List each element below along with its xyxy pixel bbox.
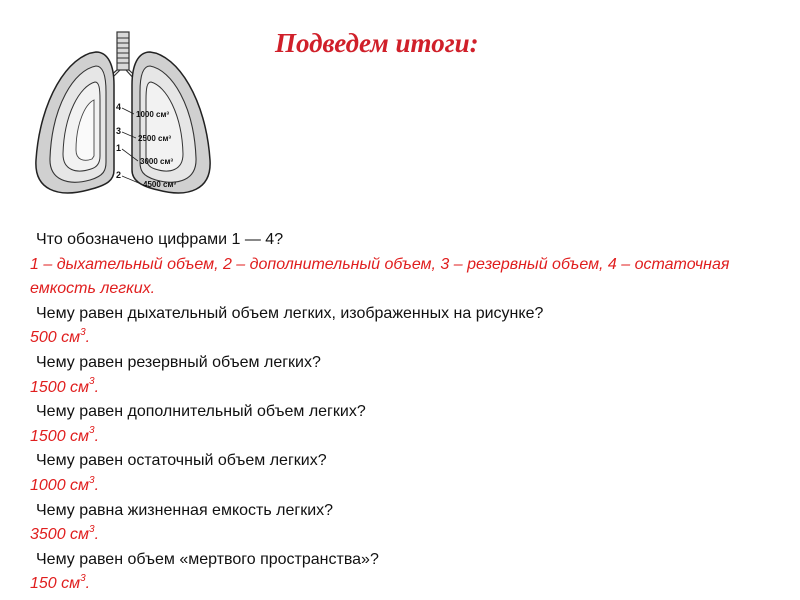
question-2: Чему равен дыхательный объем легких, изображенных на рисунке?: [36, 304, 544, 322]
answer-2: 500 $см^3$.: [30, 327, 91, 347]
answer-1: 1 – дыхательный объем, 2 – дополнительный объем, 3 – резервный объем, 4 – остаточная емкость легких.: [30, 255, 730, 298]
question-5: Чему равен остаточный объем легких?: [36, 452, 327, 470]
label-num-4: 4: [116, 102, 122, 112]
answer-6: 3500 $см^3$.: [30, 523, 100, 544]
lungs-diagram: [28, 30, 258, 205]
label-vol-1000: 1000 см³: [136, 110, 170, 119]
label-vol-4500: 4500 см³: [143, 180, 177, 189]
left-lung-icon: [36, 52, 114, 193]
question-3: Чему равен резервный объем легких?: [36, 353, 321, 371]
question-4: Чему равен дополнительный объем легких?: [36, 403, 366, 421]
answer-3: 1500 $см^3$.: [30, 376, 100, 396]
qa-list: [30, 228, 775, 597]
answer-4: 1500 $см^3$.: [30, 425, 100, 445]
right-lung-icon: [132, 52, 210, 193]
question-6: Чему равна жизненная емкость легких?: [36, 501, 334, 519]
answer-5: 1000 $см^3$.: [30, 474, 100, 494]
label-vol-2500: 2500 см³: [138, 134, 172, 143]
question-1: Что обозначено цифрами 1 — 4?: [36, 231, 284, 248]
slide-title: Подведем итоги:: [275, 28, 479, 58]
label-num-3: 3: [116, 126, 122, 136]
label-num-2: 2: [116, 170, 122, 180]
label-num-1: 1: [116, 143, 122, 153]
question-7: Чему равен объем «мертвого пространства»?: [36, 550, 379, 568]
label-vol-3000: 3000 см³: [140, 157, 174, 166]
answer-7: 150 $см^3$.: [30, 572, 91, 593]
